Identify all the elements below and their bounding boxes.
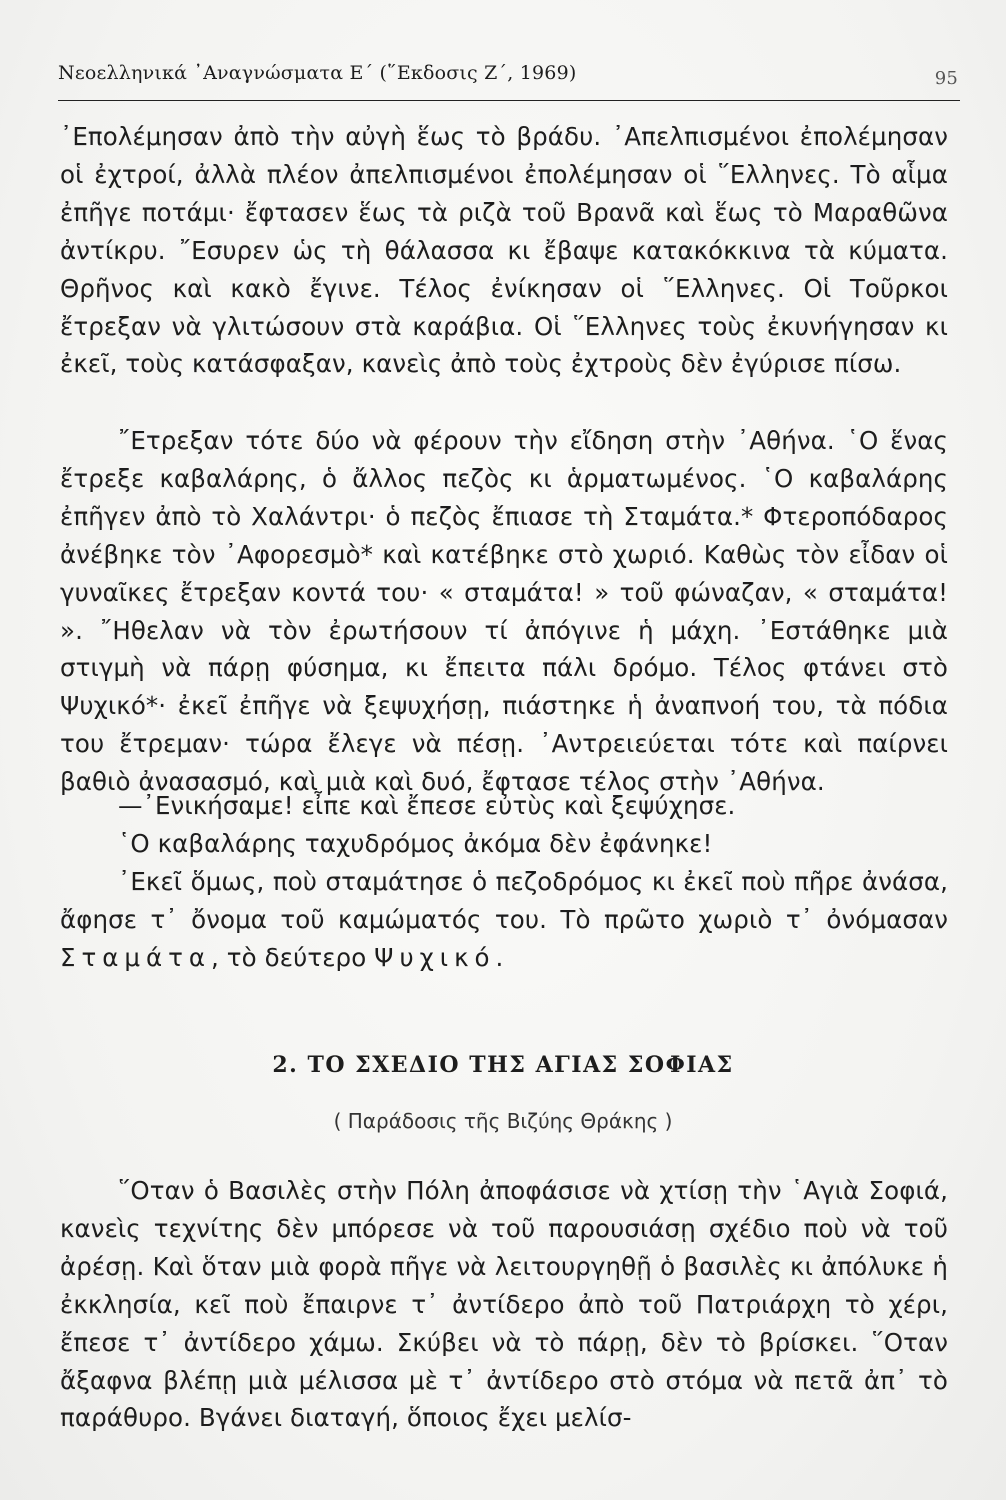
paragraph-messengers: ῎Ετρεξαν τότε δύο νὰ φέρουν τὴν εἴδηση στὴν ᾿Αθήνα. ῾Ο ἕνας ἔτρεξε καβαλάρης, ὁ ἄλλος πεζὸς κι ἁρματωμένος. ῾Ο καβαλάρης ἐπῆγεν ἀπὸ τὸ Χαλάντρι· ὁ πεζὸς ἔπιασε τὴ Σταμάτα.* Φτεροπόδαρος ἀνέβηκε τὸν ᾿Αφορεσμὸ* καὶ κατέβηκε στὸ χωριό. Καθὼς τὸν εἶδαν οἱ γυναῖκες ἔτρεξαν κοντά του· « σταμάτα! » τοῦ φώναζαν, « σταμάτα! ». ῎Ηθελαν νὰ τὸν ἐρωτήσουν τί ἀπόγινε ἡ μάχη. ᾿Εστάθηκε μιὰ στιγμὴ νὰ πάρῃ φύσημα, κι ἔπειτα πάλι δρόμο. Τέλος φτάνει στὸ Ψυχικό*· ἐκεῖ ἐπῆγε νὰ ξεψυχήσῃ, πιάστηκε ἡ ἀναπνοή του, τὰ πόδια του ἔτρεμαν· τώρα ἔλεγε νὰ πέσῃ. ᾿Αντρειεύεται τότε καὶ παίρνει βαθιὸ ἀνασασμό, καὶ μιὰ καὶ δυό, ἔφτασε τέλος στὴν ᾿Αθήνα. <box>60 426 948 797</box>
section-heading: 2. ΤΟ ΣΧΕΔΙΟ ΤΗΣ ΑΓΙΑΣ ΣΟΦΙΑΣ <box>272 1052 734 1078</box>
village-names-text-start: ᾿Εκεῖ ὅμως, ποὺ σταμάτησε ὁ πεζοδρόμος κι ἐκεῖ ποὺ πῆρε ἀνάσα, ἄφησε τ᾿ ὄνομα τοῦ καμώματός του. Τὸ πρῶτο χωριὸ τ᾿ ὀνόμασαν <box>60 867 948 934</box>
paragraph-enikisame: —᾿Ενικήσαμε! εἶπε καὶ ἔπεσε εὐτὺς καὶ ξεψύχησε. <box>118 791 736 820</box>
village-names-text-end: . <box>495 942 504 972</box>
running-header-title: Νεοελληνικά ᾿Αναγνώσματα Ε΄ (῞Εκδοσις Ζ΄, 1969) <box>58 62 577 84</box>
page-number: 95 <box>934 68 958 89</box>
section-subtitle: ( Παράδοσις τῆς Βιζύης Θράκης ) <box>333 1109 673 1133</box>
paragraph-horseman: ῾Ο καβαλάρης ταχυδρόμος ἀκόμα δὲν ἐφάνηκε! <box>118 829 713 858</box>
running-header <box>58 62 958 92</box>
village-name-stamata: Σταμάτα <box>60 942 212 972</box>
paragraph-hagia-sophia: ῞Οταν ὁ Βασιλὲς στὴν Πόλη ἀποφάσισε νὰ χτίσῃ τὴν ῾Αγιὰ Σοφιά, κανεὶς τεχνίτης δὲν μπόρεσε νὰ τοῦ παρουσιάσῃ σχέδιο ποὺ νὰ τοῦ ἀρέσῃ. Καὶ ὅταν μιὰ φορὰ πῆγε νὰ λειτουργηθῇ ὁ βασιλὲς κι ἀπόλυκε ἡ ἐκκλησία, κεῖ ποὺ ἔπαιρνε τ᾿ ἀντίδερο ἀπὸ τοῦ Πατριάρχη τὸ χέρι, ἔπεσε τ᾿ ἀντίδερο χάμω. Σκύβει νὰ τὸ πάρῃ, δὲν τὸ βρίσκει. ῞Οταν ἄξαφνα βλέπῃ μιὰ μέλισσα μὲ τ᾿ ἀντίδερο στὸ στόμα νὰ πετᾶ ἀπ᾿ τὸ παράθυρο. Βγάνει διαταγή, ὅποιος ἔχει μελίσ- <box>60 1176 948 1433</box>
paragraph-battle: ᾿Επολέμησαν ἀπὸ τὴν αὐγὴ ἕως τὸ βράδυ. ᾿Απελπισμένοι ἐπολέμησαν οἱ ἐχτροί, ἀλλὰ πλέον ἀπελπισμένοι ἐπολέμησαν οἱ ῞Ελληνες. Τὸ αἷμα ἐπῆγε ποτάμι· ἔφτασεν ἕως τὰ ριζὰ τοῦ Βρανᾶ καὶ ἕως τὸ Μαραθῶνα ἀντίκρυ. ῎Εσυρεν ὡς τὴ θάλασσα κι ἔβαψε κατακόκκινα τὰ κύματα. Θρῆνος καὶ κακὸ ἔγινε. Τέλος ἐνίκησαν οἱ ῞Ελληνες. Οἱ Τοῦρκοι ἔτρεξαν νὰ γλιτώσουν στὰ καράβια. Οἱ ῞Ελληνες τοὺς ἐκυνήγησαν κι ἐκεῖ, τοὺς κατάσφαξαν, κανεὶς ἀπὸ τοὺς ἐχτροὺς δὲν ἐγύρισε πίσω. <box>60 122 948 379</box>
header-rule <box>58 100 960 101</box>
village-names-text-mid: , τὸ δεύτερο <box>211 942 375 972</box>
village-name-psychiko: Ψυχικό <box>374 942 496 972</box>
paragraph-village-names <box>60 863 948 977</box>
